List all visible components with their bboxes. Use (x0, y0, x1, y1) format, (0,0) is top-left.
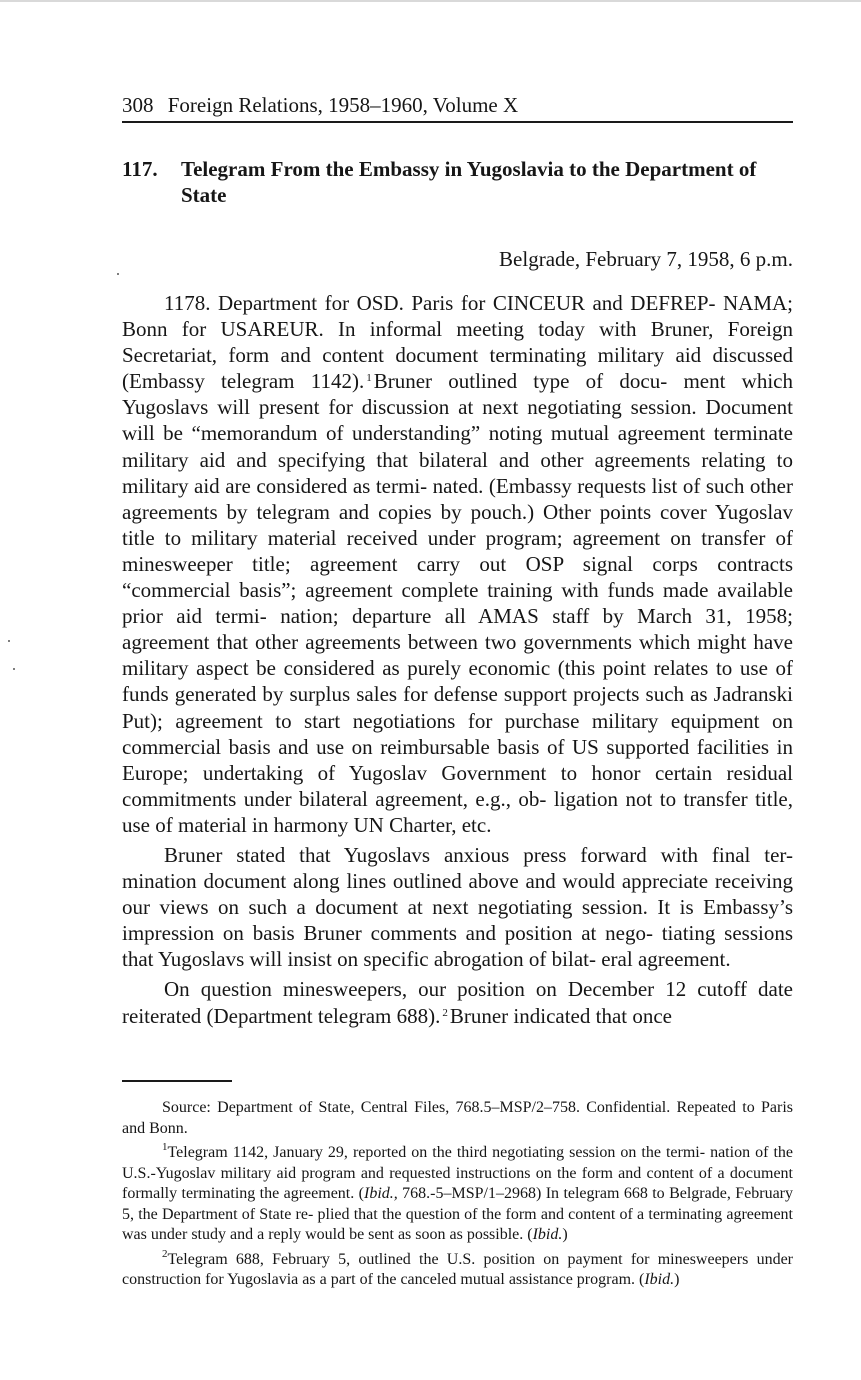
telegram-body (122, 290, 793, 1033)
footnote-2: $^2$Telegram 688, February 5, outlined the U.S. position on payment for minesweepers under construction for Yugoslavia as a part of the canceled mutual assistance program. (Ibid.) (122, 1247, 793, 1288)
body-paragraph-3: On question minesweepers, our position on December 12 cutoff date reiterated (Department telegram 688). $^2$Bruner indicated that once (122, 977, 793, 1028)
source-note: Source: Department of State, Central Files, 768.5–MSP/2–758. Confidential. Repeated to Paris and Bonn. (122, 1099, 793, 1137)
document-number: 117. (122, 157, 158, 181)
document-heading (122, 156, 793, 208)
body-paragraph-1: 1178. Department for OSD. Paris for CINCEUR and DEFREP- NAMA; Bonn for USAREUR. In informal meeting today with Bruner, Foreign Secretariat, form and content document terminating military aid discussed (Embassy telegram 1142). $^1$Bruner outlined type of docu- ment which Yugoslavs will present for discussion at next negotiating session. Document will be “memorandum of understanding” noting mutual agreement terminate military aid and specifying that bilateral and other agreements relating to military aid are considered as termi- nated. (Embassy requests list of such other agreements by telegram and copies by pouch.) Other points cover Yugoslav title to military material received under program; agreement on transfer of minesweeper title; agreement carry out OSP signal corps contracts “commercial basis”; agreement complete training with funds made available prior aid termi- nation; departure all AMAS staff by March 31, 1958; agreement that other agreements between two governments which might have military aspect be considered as purely economic (this point relates to use of funds generated by surplus sales for defense support projects such as Jadranski Put); agreement to start negotiations for purchase military equipment on commercial basis and use on reimbursable basis of US supported facilities in Europe; undertaking of Yugoslav Government to honor certain residual commitments under bilateral agreement, e.g., ob- ligation not to transfer title, use of material in harmony UN Charter, etc. (122, 291, 793, 837)
footnote-ref-2: 2 (442, 1006, 448, 1019)
footnotes (122, 1098, 793, 1295)
footnote-2-marker: 2 (162, 1247, 168, 1260)
dateline: Belgrade, February 7, 1958, 6 p.m. (499, 247, 793, 271)
page-number: 308 (122, 93, 154, 117)
scan-speck (8, 640, 10, 642)
running-title: Foreign Relations, 1958–1960, Volume X (167, 93, 519, 117)
footnote-1: $^1$Telegram 1142, January 29, reported on the third negotiating session on the termi- nation of the U.S.-Yugoslav military aid program and requested instructions on the form and content of a document formally terminating the agreement. (Ibid., 768.-5–MSP/1–2968) In telegram 668 to Belgrade, February 5, the Department of State re- plied that the question of the form and content of a terminating agreement was under study and a reply would be sent as soon as possible. (Ibid.) (122, 1141, 793, 1243)
footnote-rule (122, 1080, 232, 1082)
scan-speck (13, 668, 15, 670)
running-header (122, 90, 793, 120)
header-rule (122, 121, 793, 123)
page-top-edge (0, 0, 861, 2)
body-paragraph-2: Bruner stated that Yugoslavs anxious press forward with final ter- mination document along lines outlined above and would appreciate receiving our views on such a document at next negotiating session. It is Embassy’s impression on basis Bruner comments and position at nego- tiating sessions that Yugoslavs will insist on specific abrogation of bilat- eral agreement. (122, 842, 793, 972)
scan-speck (117, 273, 119, 275)
document-title: Telegram From the Embassy in Yugoslavia to the Department of State (181, 157, 757, 207)
footnote-1-marker: 1 (162, 1141, 168, 1153)
footnote-ref-1: 1 (366, 372, 372, 385)
